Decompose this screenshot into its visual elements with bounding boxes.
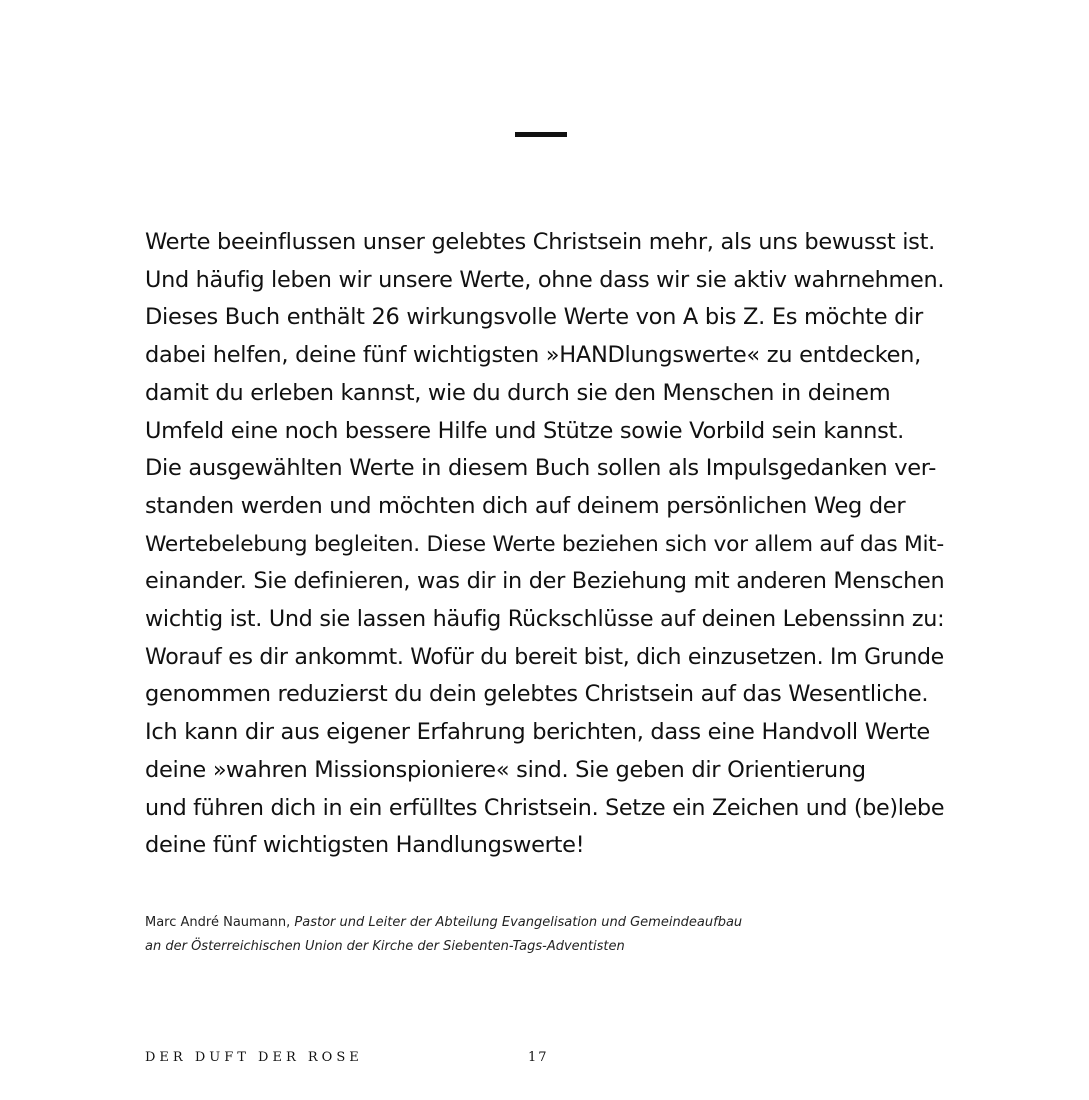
text-line: einander. Sie definieren, was dir in der Beziehung mit anderen Menschen (145, 568, 945, 595)
text-line: Ich kann dir aus eigener Erfahrung berichten, dass eine Handvoll Werte (145, 719, 930, 746)
author-role-continued: an der Österreichischen Union der Kirche der Siebenten-Tags-Adventisten (145, 939, 625, 954)
running-footer-title: DER DUFT DER ROSE (145, 1050, 363, 1065)
text-line: Die ausgewählten Werte in diesem Buch sollen als Impulsgedanken ver- (145, 455, 937, 482)
page-number: 17 (528, 1050, 549, 1065)
text-line: Worauf es dir ankommt. Wofür du bereit bist, dich einzusetzen. Im Grunde (145, 644, 944, 670)
decorative-rule (515, 132, 567, 137)
text-line: Und häufig leben wir unsere Werte, ohne dass wir sie aktiv wahrnehmen. (145, 266, 945, 293)
text-line: Werte beeinflussen unser gelebtes Christsein mehr, als uns bewusst ist. (145, 229, 935, 255)
text-line: deine »wahren Missionspioniere« sind. Sie geben dir Orientierung (145, 756, 866, 783)
author-attribution (145, 911, 945, 959)
text-line: deine fünf wichtigsten Handlungswerte! (145, 832, 585, 859)
text-line: Dieses Buch enthält 26 wirkungsvolle Werte von A bis Z. Es möchte dir (145, 304, 923, 331)
body-paragraph (145, 224, 945, 865)
author-role: Pastor und Leiter der Abteilung Evangelisation und Gemeindeaufbau (294, 915, 743, 930)
text-line: und führen dich in ein erfülltes Christsein. Setze ein Zeichen und (be)lebe (145, 794, 945, 821)
text-line: genommen reduzierst du dein gelebtes Christsein auf das Wesentliche. (145, 681, 929, 708)
text-line: damit du erleben kannst, wie du durch sie den Menschen in deinem (145, 379, 891, 406)
author-name: Marc André Naumann, (145, 915, 291, 930)
text-line: Wertebelebung begleiten. Diese Werte beziehen sich vor allem auf das Mit- (145, 531, 944, 557)
text-line: wichtig ist. Und sie lassen häufig Rückschlüsse auf deinen Lebenssinn zu: (145, 606, 945, 633)
attribution-line (145, 911, 945, 935)
text-line: standen werden und möchten dich auf deinem persönlichen Weg der (145, 492, 906, 519)
text-line: dabei helfen, deine fünf wichtigsten »HANDlungswerte« zu entdecken, (145, 342, 921, 369)
text-line: Umfeld eine noch bessere Hilfe und Stütze sowie Vorbild sein kannst. (145, 417, 904, 444)
